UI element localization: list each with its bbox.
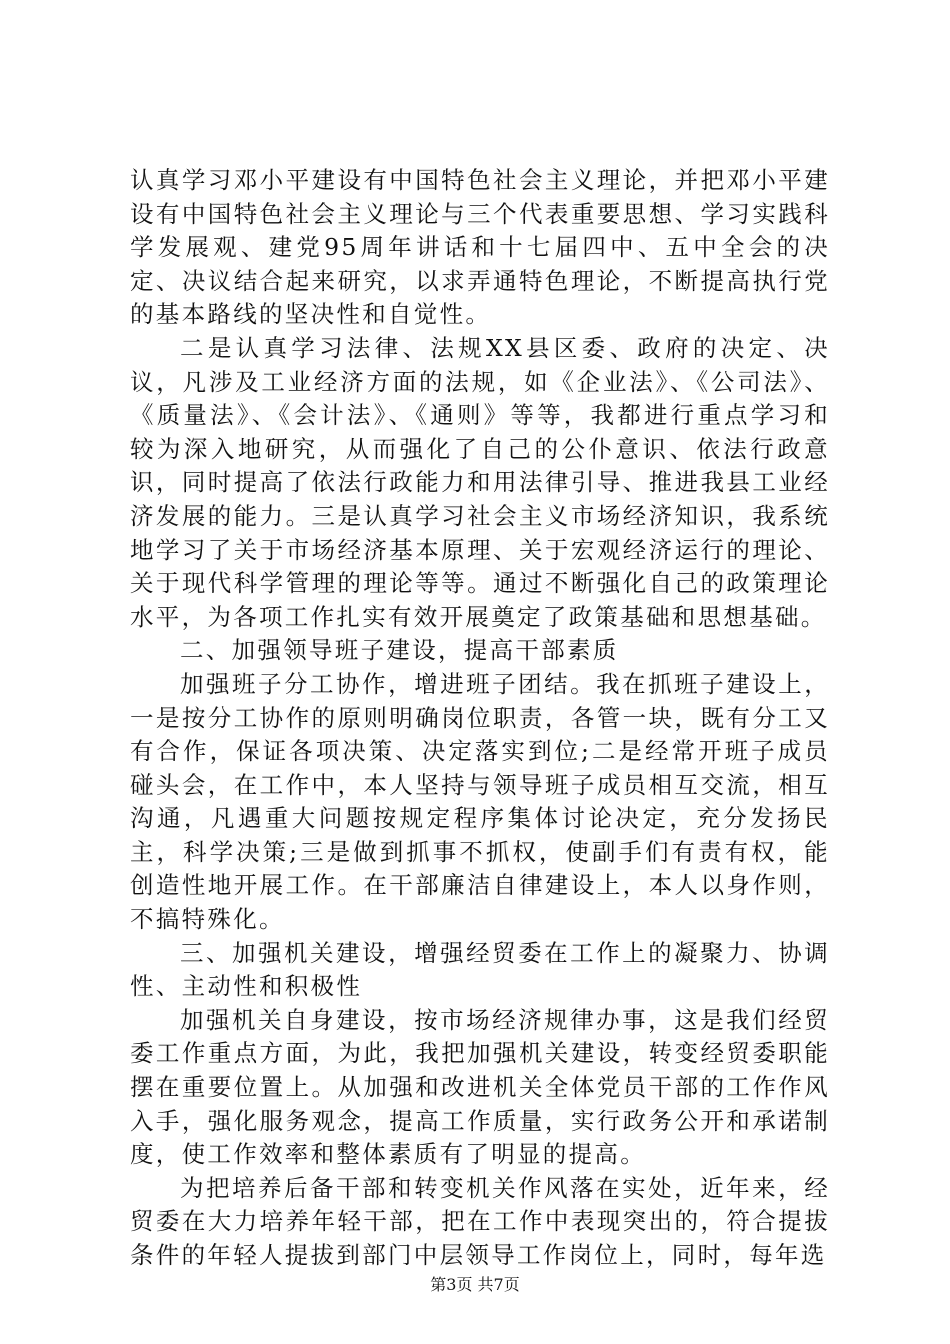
body-text (130, 164, 830, 1273)
paragraph-2: 二是认真学习法律、法规XX县区委、政府的决定、决议，凡涉及工业经济方面的法规，如《企业法》、《公司法》、《质量法》、《会计法》、《通则》等等，我都进行重点学习和较为深入地研究，从而强化了自己的公仆意识、依法行政意识，同时提高了依法行政能力和用法律引导、推进我县工业经济发展的能力。三是认真学习社会主义市场经济知识，我系统地学习了关于市场经济基本原理、关于宏观经济运行的理论、关于现代科学管理的理论等等。通过不断强化自己的政策理论水平，为各项工作扎实有效开展奠定了政策基础和思想基础。 (130, 333, 830, 631)
section-heading-3: 三、加强机关建设，增强经贸委在工作上的凝聚力、协调性、主动性和积极性 (130, 938, 830, 1001)
page-footer (0, 1272, 950, 1295)
paragraph-4: 加强班子分工协作，增进班子团结。我在抓班子建设上，一是按分工协作的原则明确岗位职责，各管一块，既有分工又有合作，保证各项决策、决定落实到位;二是经常开班子成员碰头会，在工作中，本人坚持与领导班子成员相互交流，相互沟通，凡遇重大问题按规定程序集体讨论决定，充分发扬民主，科学决策;三是做到抓事不抓权，使副手们有责有权，能创造性地开展工作。在干部廉洁自律建设上，本人以身作则，不搞特殊化。 (130, 669, 830, 934)
section-heading-2: 二、加强领导班子建设，提高干部素质 (180, 636, 619, 665)
paragraph-1: 认真学习邓小平建设有中国特色社会主义理论，并把邓小平建设有中国特色社会主义理论与三个代表重要思想、学习实践科学发展观、建党95周年讲话和十七届四中、五中全会的决定、决议结合起来研究，以求弄通特色理论，不断提高执行党的基本路线的坚决性和自觉性。 (130, 166, 830, 329)
paragraph-6: 加强机关自身建设，按市场经济规律办事，这是我们经贸委工作重点方面，为此，我把加强机关建设，转变经贸委职能摆在重要位置上。从加强和改进机关全体党员干部的工作作风入手，强化服务观念，提高工作质量，实行政务公开和承诺制度，使工作效率和整体素质有了明显的提高。 (130, 1005, 830, 1169)
page-number-label: 第3页 共7页 (430, 1275, 520, 1294)
paragraph-7: 为把培养后备干部和转变机关作风落在实处，近年来，经贸委在大力培养年轻干部，把在工作中表现突出的，符合提拔条件的年轻人提拔到部门中层领导工作岗位上，同时，每年选 (130, 1173, 830, 1269)
